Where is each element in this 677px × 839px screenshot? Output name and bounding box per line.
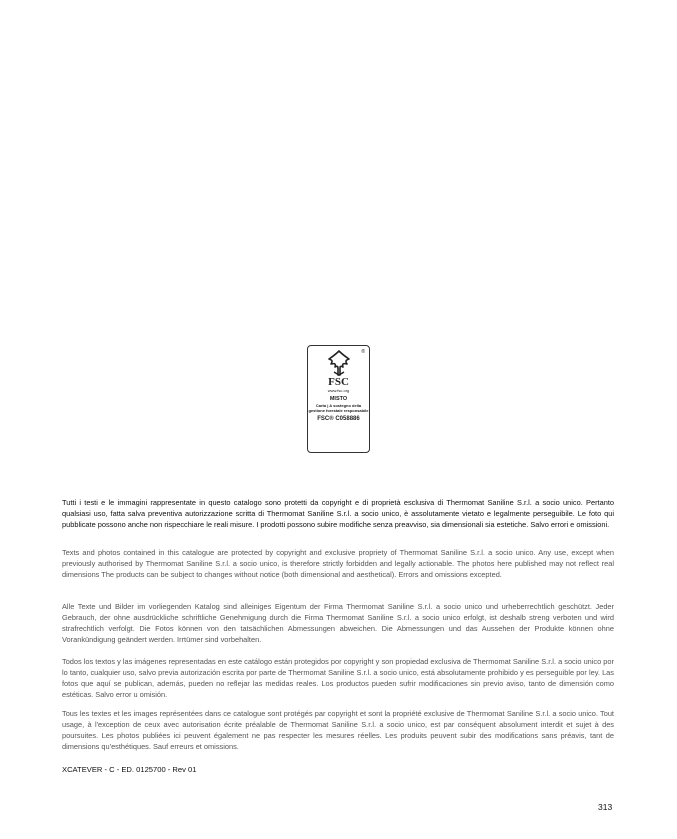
fsc-brand: FSC [328, 376, 349, 388]
document-code: XCATEVER - C - ED. 0125700 - Rev 01 [62, 765, 197, 774]
fsc-mix: MISTO [329, 396, 348, 402]
fsc-certification-label [307, 345, 370, 453]
fsc-code: FSC® C058886 [317, 416, 360, 422]
fsc-description: Carta | A sostegno della gestione forestale responsabile [308, 403, 369, 413]
legal-notice-english: Texts and photos contained in this catalogue are protected by copyright and exclusive propriety of Thermomat Saniline S.r.l. a socio unico. Any use, except when previously authorised by Thermomat Saniline S.r.l. a socio unico, is therefore strictly forbidden and legally actionable. The photos here published may not reflect real dimensions The products can be subject to changes without notice (both dimensional and aesthetical). Errors and omissions excepted. [62, 548, 614, 579]
registered-mark: ® [361, 349, 365, 355]
legal-notice-french: Tous les textes et les images représentées dans ce catalogue sont protégés par copyright et sont la propriété exclusive de Thermomat Saniline S.r.l. a socio unico. Tout usage, à l'exception de ceux avec autorisation écrite préalable de Thermomat Saniline S.r.l. a socio unico, est par conséquent absolument interdit et sujet à des poursuites. Les photos publiées ici peuvent également ne pas respecter les mesures réelles. Les produits peuvent subir des modifications sans préavis, tant de dimensions qu'esthétiques. Sauf erreurs et omissions. [62, 709, 614, 751]
fsc-url: www.fsc.org [327, 388, 350, 393]
page-number: 313 [598, 802, 613, 812]
legal-notice-spanish: Todos los textos y las imágenes representadas en este catálogo están protegidos por copyright y son propiedad exclusiva de Thermomat Saniline S.r.l. a socio unico por lo tanto, cualquier uso, salvo previa autorización escrita por parte de Thermomat Saniline S.r.l. a socio unico, está absolutamente prohibido y es perseguible por ley. Las fotos que aquí se publican, además, pueden no reflejar las medidas reales. Los productos pueden sufrir modificaciones sin previo aviso, tanto de dimensión como estéticas. Salvo error u omisión. [62, 657, 614, 699]
legal-notice-german: Alle Texte und Bilder im vorliegenden Katalog sind alleiniges Eigentum der Firma Thermomat Saniline S.r.l. a socio unico und urheberrechtlich geschützt. Jeder Gebrauch, der ohne ausdrückliche schriftliche Genehmigung durch die Firma Thermomat Saniline S.r.l. a socio unico erfolgt, ist deshalb streng verboten und wird strafrechtlich verfolgt. Die Fotos können von den tatsächlichen Abmessungen abweichen. Die Abmessungen und das Aussehen der Produkte können ohne Vorankündigung geändert werden. Irrtümer sind vorbehalten. [62, 602, 614, 644]
fsc-tree-icon [323, 349, 355, 377]
legal-notice-italian: Tutti i testi e le immagini rappresentate in questo catalogo sono protetti da copyright e di proprietà esclusiva di Thermomat Saniline S.r.l. a socio unico. Pertanto qualsiasi uso, fatta salva preventiva autorizzazione scritta di Thermomat Saniline S.r.l. a socio unico, è assolutamente vietato e legalmente perseguibile. Le foto qui pubblicate possono anche non rispecchiare le reali misure. I prodotti possono subire modifiche senza preavviso, sia dimensionali sia estetiche. Salvo errori e omissioni. [62, 498, 614, 529]
